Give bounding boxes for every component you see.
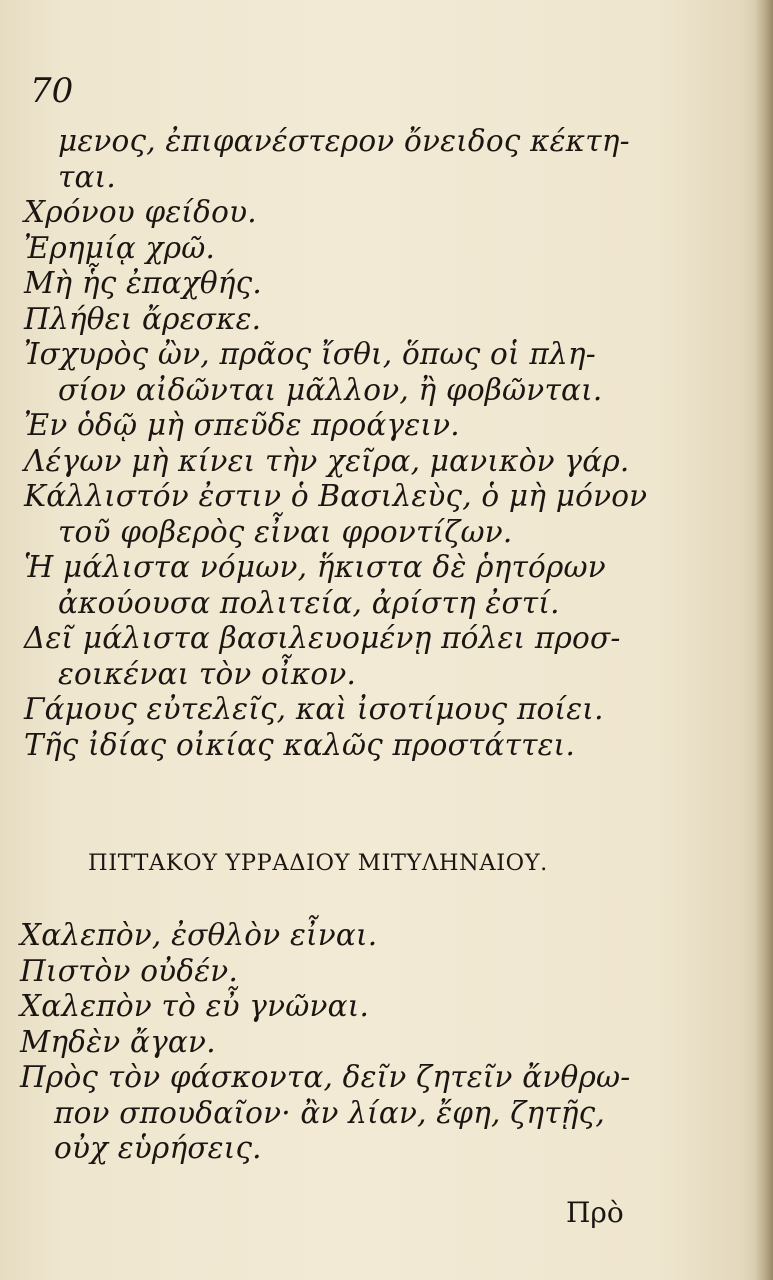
text-line: μενος, ἐπιφανέστερον ὄνειδος κέκτη-	[58, 124, 630, 158]
text-line: εοικέναι τὸν οἶκον.	[58, 656, 357, 691]
text-line: Μὴ ἧς ἐπαχθής.	[24, 266, 262, 300]
page-number: 70	[30, 71, 74, 111]
text-line: πον σπουδαῖον· ἂν λίαν, ἔφη, ζητῇς,	[54, 1095, 605, 1130]
text-line: Ἡ μάλιστα νόμων, ἥκιστα δὲ ῥητόρων	[24, 550, 606, 584]
text-line: Ἐρημίᾳ χρῶ.	[24, 230, 216, 265]
text-line: σίον αἰδῶνται μᾶλλον, ἢ φοβῶνται.	[58, 372, 603, 407]
catchword: Πρὸ	[566, 1196, 624, 1229]
text-line: Λέγων μὴ κίνει τὴν χεῖρα, μανικὸν γάρ.	[24, 443, 630, 478]
text-line: Χρόνου φείδου.	[24, 195, 257, 229]
text-line: Χαλεπὸν τὸ εὖ γνῶναι.	[20, 989, 370, 1023]
text-line: Γάμους εὐτελεῖς, καὶ ἰσοτίμους ποίει.	[24, 692, 604, 726]
text-line: Πλήθει ἄρεσκε.	[24, 301, 262, 336]
text-line: Πιστὸν οὐδέν.	[20, 953, 239, 988]
text-line: Ἐν ὁδῷ μὴ σπεῦδε προάγειν.	[24, 408, 460, 442]
text-line: Ἰσχυρὸς ὢν, πρᾶος ἴσθι, ὅπως οἱ πλη-	[24, 337, 596, 371]
maxims-block-2	[20, 918, 680, 1167]
maxims-block-1	[24, 124, 684, 763]
page-edge-shadow	[755, 0, 773, 1280]
text-line: Τῆς ἰδίας οἰκίας καλῶς προστάττει.	[24, 727, 576, 762]
section-heading: ΠΙΤΤΑΚΟΥ ΥΡΡΑΔΙΟΥ ΜΙΤΥΛΗΝΑΙΟΥ.	[88, 850, 548, 876]
text-line: οὐχ εὑρήσεις.	[54, 1131, 262, 1165]
text-line: ται.	[58, 159, 116, 194]
text-line: Κάλλιστόν ἐστιν ὁ Βασιλεὺς, ὁ μὴ μόνον	[24, 479, 648, 513]
text-line: Δεῖ μάλιστα βασιλευομένῃ πόλει προσ-	[24, 621, 621, 655]
text-line: τοῦ φοβερὸς εἶναι φροντίζων.	[58, 514, 513, 549]
text-line: Μηδὲν ἄγαν.	[20, 1024, 216, 1059]
text-line: Πρὸς τὸν φάσκοντα, δεῖν ζητεῖν ἄνθρω-	[20, 1060, 631, 1094]
text-line: Χαλεπὸν, ἐσθλὸν εἶναι.	[20, 918, 378, 952]
text-line: ἀκούουσα πολιτεία, ἀρίστη ἐστί.	[58, 585, 560, 620]
